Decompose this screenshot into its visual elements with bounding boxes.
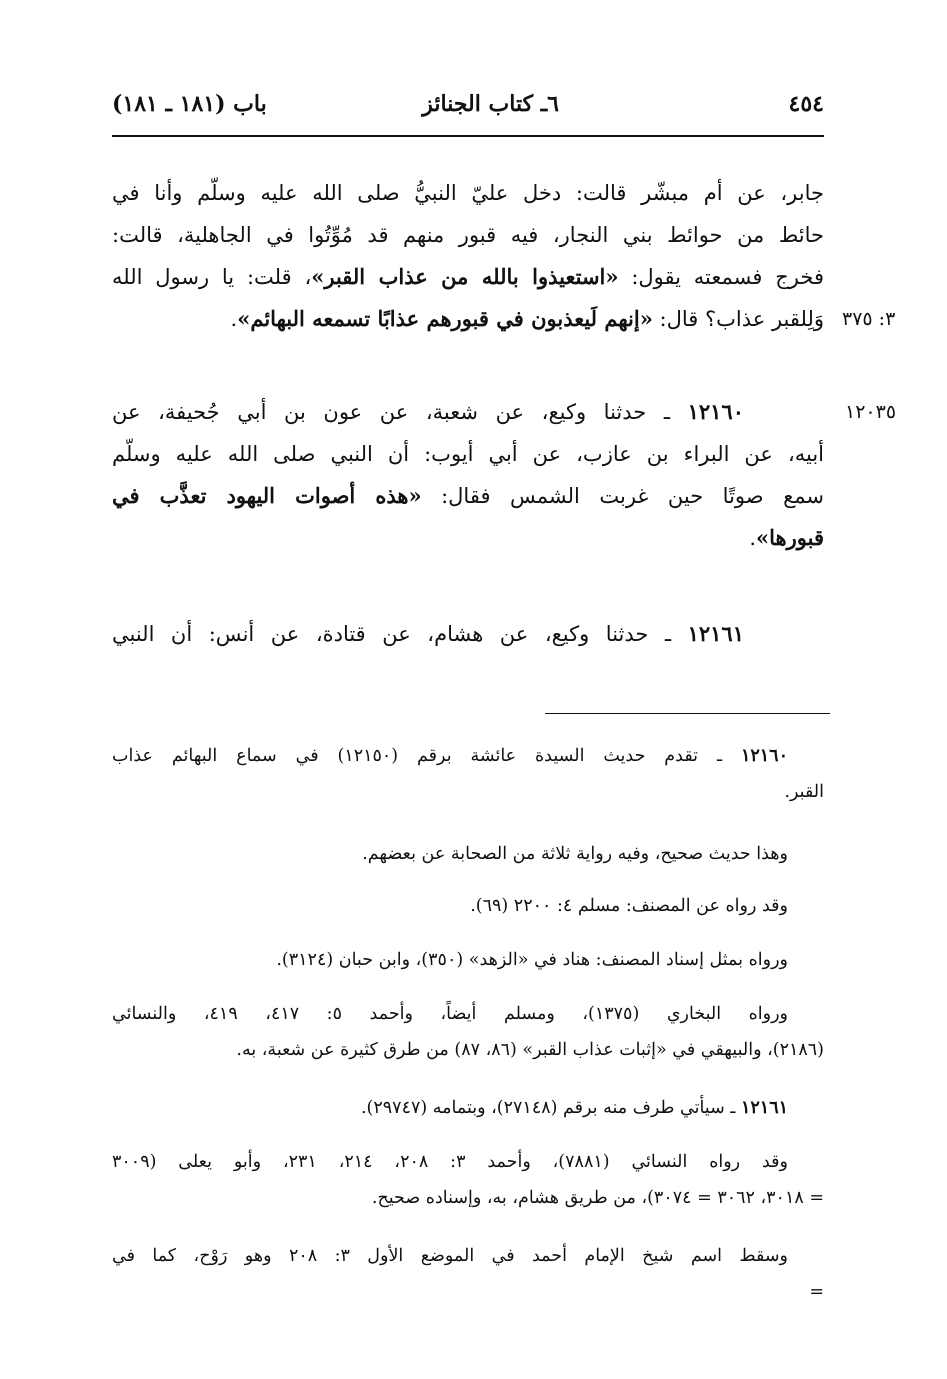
running-header xyxy=(112,86,824,130)
footnote xyxy=(112,996,824,1068)
text-line: قبورها». xyxy=(749,525,824,550)
footnote-line: = ٣٠١٨، ٣٠٦٢ = ٣٠٧٤)، من طريق هشام، به، وإسناده صحيح. xyxy=(371,1188,824,1208)
footnote xyxy=(112,1238,824,1310)
footnote-line: ١٢١٦٠ ـ تقدم حديث السيدة عائشة برقم (١٢١٥٠) في سماع البهائم عذاب xyxy=(112,746,788,766)
prophetic-quote: قبورها» xyxy=(756,525,824,550)
prophetic-quote: «استعيذوا بالله من عذاب القبر» xyxy=(311,264,619,289)
footnote-number: ١٢١٦١ xyxy=(741,1098,788,1118)
hadith-number: ١٢١٦٠ xyxy=(687,399,744,424)
text-line: وَلِلقبر عذاب؟ قال: «إنهم لَيعذبون في قبورهم عذابًا تسمعه البهائم». xyxy=(230,306,824,331)
footnote xyxy=(112,1090,824,1126)
footnote-line: = xyxy=(809,1282,824,1302)
margin-reference: ١٢٠٣٥ xyxy=(845,401,897,423)
text-line: سمع صوتًا حين غربت الشمس فقال: «هذه أصوات اليهود تعذَّب في xyxy=(112,483,824,508)
chapter-range: باب (١٨١ ـ ١٨١) xyxy=(112,91,267,117)
footnote xyxy=(112,836,824,872)
text-line: جابر، عن أم مبشّر قالت: دخل عليّ النبيُّ صلى الله عليه وسلّم وأنا في xyxy=(112,181,824,205)
text-line: أبيه، عن البراء بن عازب، عن أبي أيوب: أن النبي صلى الله عليه وسلّم xyxy=(112,442,824,466)
footnote-line: (٢١٨٦)، والبيهقي في «إثبات عذاب القبر» (٨٦، ٨٧) من طرق كثيرة عن شعبة، به. xyxy=(236,1040,824,1060)
page-number: ٤٥٤ xyxy=(788,91,824,117)
footnote-line: القبر. xyxy=(784,782,824,802)
text-line: حائط من حوائط بني النجار، فيه قبور منهم قد مُوِّتُوا في الجاهلية، قالت: xyxy=(112,223,824,247)
hadith-number: ١٢١٦١ xyxy=(687,621,744,646)
text-line: ١٢١٦١ ـ حدثنا وكيع، عن هشام، عن قتادة، عن أنس: أن النبي xyxy=(112,621,744,646)
text-line: فخرج فسمعته يقول: «استعيذوا بالله من عذاب القبر»، قلت: يا رسول الله xyxy=(112,264,824,289)
footnote xyxy=(112,942,824,978)
footnote-line: وقد رواه النسائي (٧٨٨١)، وأحمد ٣: ٢٠٨، ٢١٤، ٢٣١، وأبو يعلى (٣٠٠٩ xyxy=(112,1152,789,1172)
paragraph-hadith-12161 xyxy=(112,613,824,655)
paragraph-hadith-continuation xyxy=(112,172,824,340)
footnote-number: ١٢١٦٠ xyxy=(740,746,788,766)
footnote-separator xyxy=(545,713,830,714)
header-rule xyxy=(112,135,824,137)
prophetic-quote: «إنهم لَيعذبون في قبورهم عذابًا تسمعه البهائم» xyxy=(237,306,653,331)
footnote-line: وسقط اسم شيخ الإمام أحمد في الموضع الأول ٣: ٢٠٨ وهو رَوْح، كما في xyxy=(112,1246,788,1266)
paragraph-hadith-12160 xyxy=(112,391,824,559)
footnote xyxy=(112,888,824,924)
footnote-line: وهذا حديث صحيح، وفيه رواية ثلاثة من الصحابة عن بعضهم. xyxy=(362,844,788,864)
footnote xyxy=(112,1144,824,1216)
book-title: ٦ـ كتاب الجنائز xyxy=(422,91,559,117)
footnote-line: ورواه البخاري (١٣٧٥)، ومسلم أيضاً، وأحمد ٥: ٤١٧، ٤١٩، والنسائي xyxy=(112,1004,788,1024)
text-line: ١٢١٦٠ ـ حدثنا وكيع، عن شعبة، عن عون بن أبي جُحيفة، عن xyxy=(112,399,744,424)
footnote-line: ورواه بمثل إسناد المصنف: هناد في «الزهد» (٣٥٠)، وابن حبان (٣١٢٤). xyxy=(276,950,788,970)
footnote-line: ١٢١٦١ ـ سيأتي طرف منه برقم (٢٧١٤٨)، وبتمامه (٢٩٧٤٧). xyxy=(360,1098,788,1118)
footnote xyxy=(112,738,824,810)
margin-reference: ٣: ٣٧٥ xyxy=(842,308,896,330)
footnote-line: وقد رواه عن المصنف: مسلم ٤: ٢٢٠٠ (٦٩). xyxy=(470,896,788,916)
prophetic-quote: «هذه أصوات اليهود تعذَّب في xyxy=(112,483,422,508)
